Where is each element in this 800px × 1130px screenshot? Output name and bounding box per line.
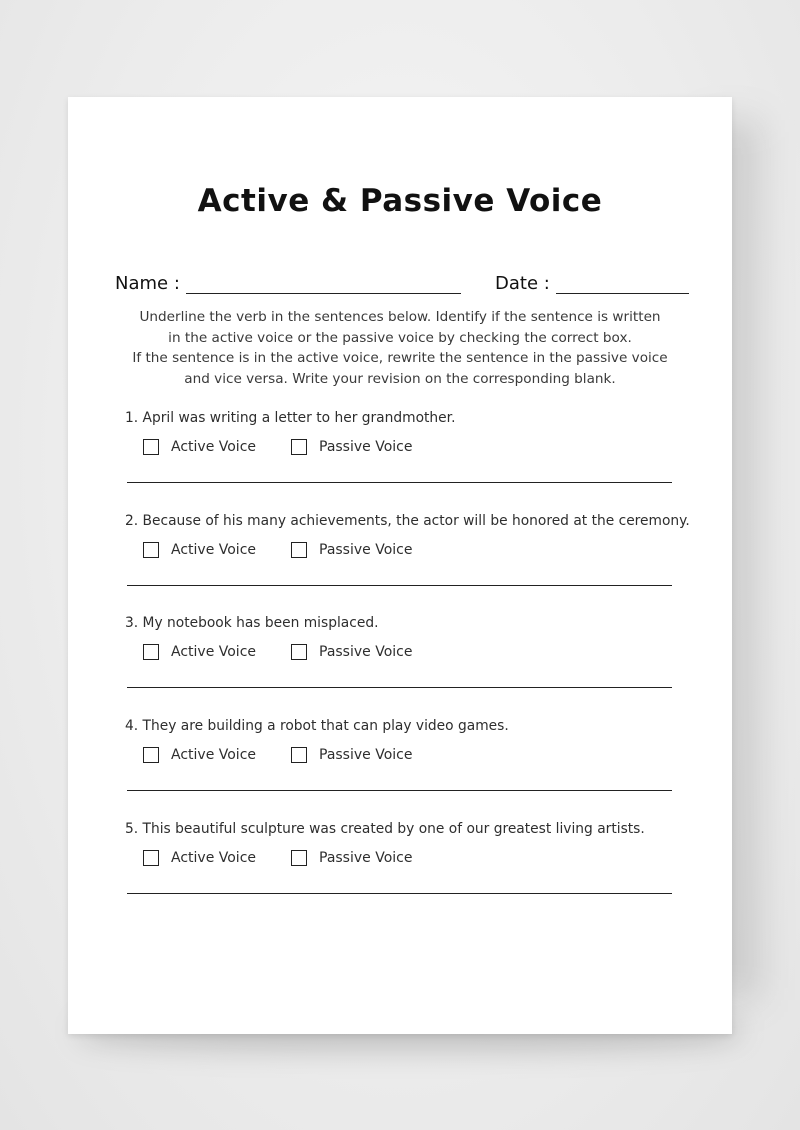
passive-voice-option[interactable] [291, 850, 412, 866]
instructions-line: and vice versa. Write your revision on the corresponding blank. [184, 371, 616, 388]
passive-voice-label: Passive Voice [319, 542, 413, 558]
passive-voice-label: Passive Voice [319, 439, 413, 455]
active-voice-label: Active Voice [171, 644, 257, 660]
active-voice-label: Active Voice [171, 439, 257, 455]
passive-voice-label: Passive Voice [319, 644, 413, 660]
passive-voice-label: Passive Voice [319, 747, 413, 763]
name-label: Name : [115, 273, 180, 294]
passive-voice-checkbox[interactable] [291, 747, 307, 763]
active-voice-option[interactable] [143, 439, 256, 455]
passive-voice-label: Passive Voice [319, 850, 413, 866]
instructions-line: Underline the verb in the sentences below. Identify if the sentence is written [139, 309, 661, 325]
instructions [108, 307, 692, 390]
active-voice-checkbox[interactable] [143, 644, 159, 660]
question-text: 4. They are building a robot that can play video games. [125, 718, 509, 734]
question-text: 3. My notebook has been misplaced. [125, 615, 379, 631]
worksheet-page [68, 97, 732, 1034]
active-voice-checkbox[interactable] [143, 850, 159, 866]
active-voice-option[interactable] [143, 850, 256, 866]
active-voice-label: Active Voice [171, 747, 257, 763]
answer-blank[interactable] [127, 482, 672, 483]
passive-voice-option[interactable] [291, 747, 412, 763]
name-blank[interactable] [186, 275, 461, 294]
date-field [495, 273, 689, 294]
name-field [115, 273, 461, 294]
active-voice-option[interactable] [143, 644, 256, 660]
instructions-line: in the active voice or the passive voice by checking the correct box. [168, 329, 632, 346]
passive-voice-checkbox[interactable] [291, 850, 307, 866]
answer-blank[interactable] [127, 790, 672, 791]
passive-voice-checkbox[interactable] [291, 644, 307, 660]
date-label: Date : [495, 273, 550, 294]
passive-voice-option[interactable] [291, 439, 412, 455]
answer-blank[interactable] [127, 893, 672, 894]
passive-voice-checkbox[interactable] [291, 542, 307, 558]
active-voice-checkbox[interactable] [143, 747, 159, 763]
worksheet-title: Active & Passive Voice [197, 183, 603, 219]
question-text: 5. This beautiful sculpture was created by one of our greatest living artists. [125, 821, 645, 837]
active-voice-label: Active Voice [171, 850, 257, 866]
active-voice-option[interactable] [143, 747, 256, 763]
active-voice-checkbox[interactable] [143, 439, 159, 455]
date-blank[interactable] [556, 275, 689, 294]
active-voice-checkbox[interactable] [143, 542, 159, 558]
passive-voice-checkbox[interactable] [291, 439, 307, 455]
answer-blank[interactable] [127, 687, 672, 688]
passive-voice-option[interactable] [291, 542, 412, 558]
answer-blank[interactable] [127, 585, 672, 586]
active-voice-label: Active Voice [171, 542, 257, 558]
question-text: 2. Because of his many achievements, the actor will be honored at the ceremony. [125, 513, 690, 529]
active-voice-option[interactable] [143, 542, 256, 558]
question-text: 1. April was writing a letter to her grandmother. [125, 410, 456, 426]
passive-voice-option[interactable] [291, 644, 412, 660]
instructions-line: If the sentence is in the active voice, rewrite the sentence in the passive voice [132, 350, 668, 367]
